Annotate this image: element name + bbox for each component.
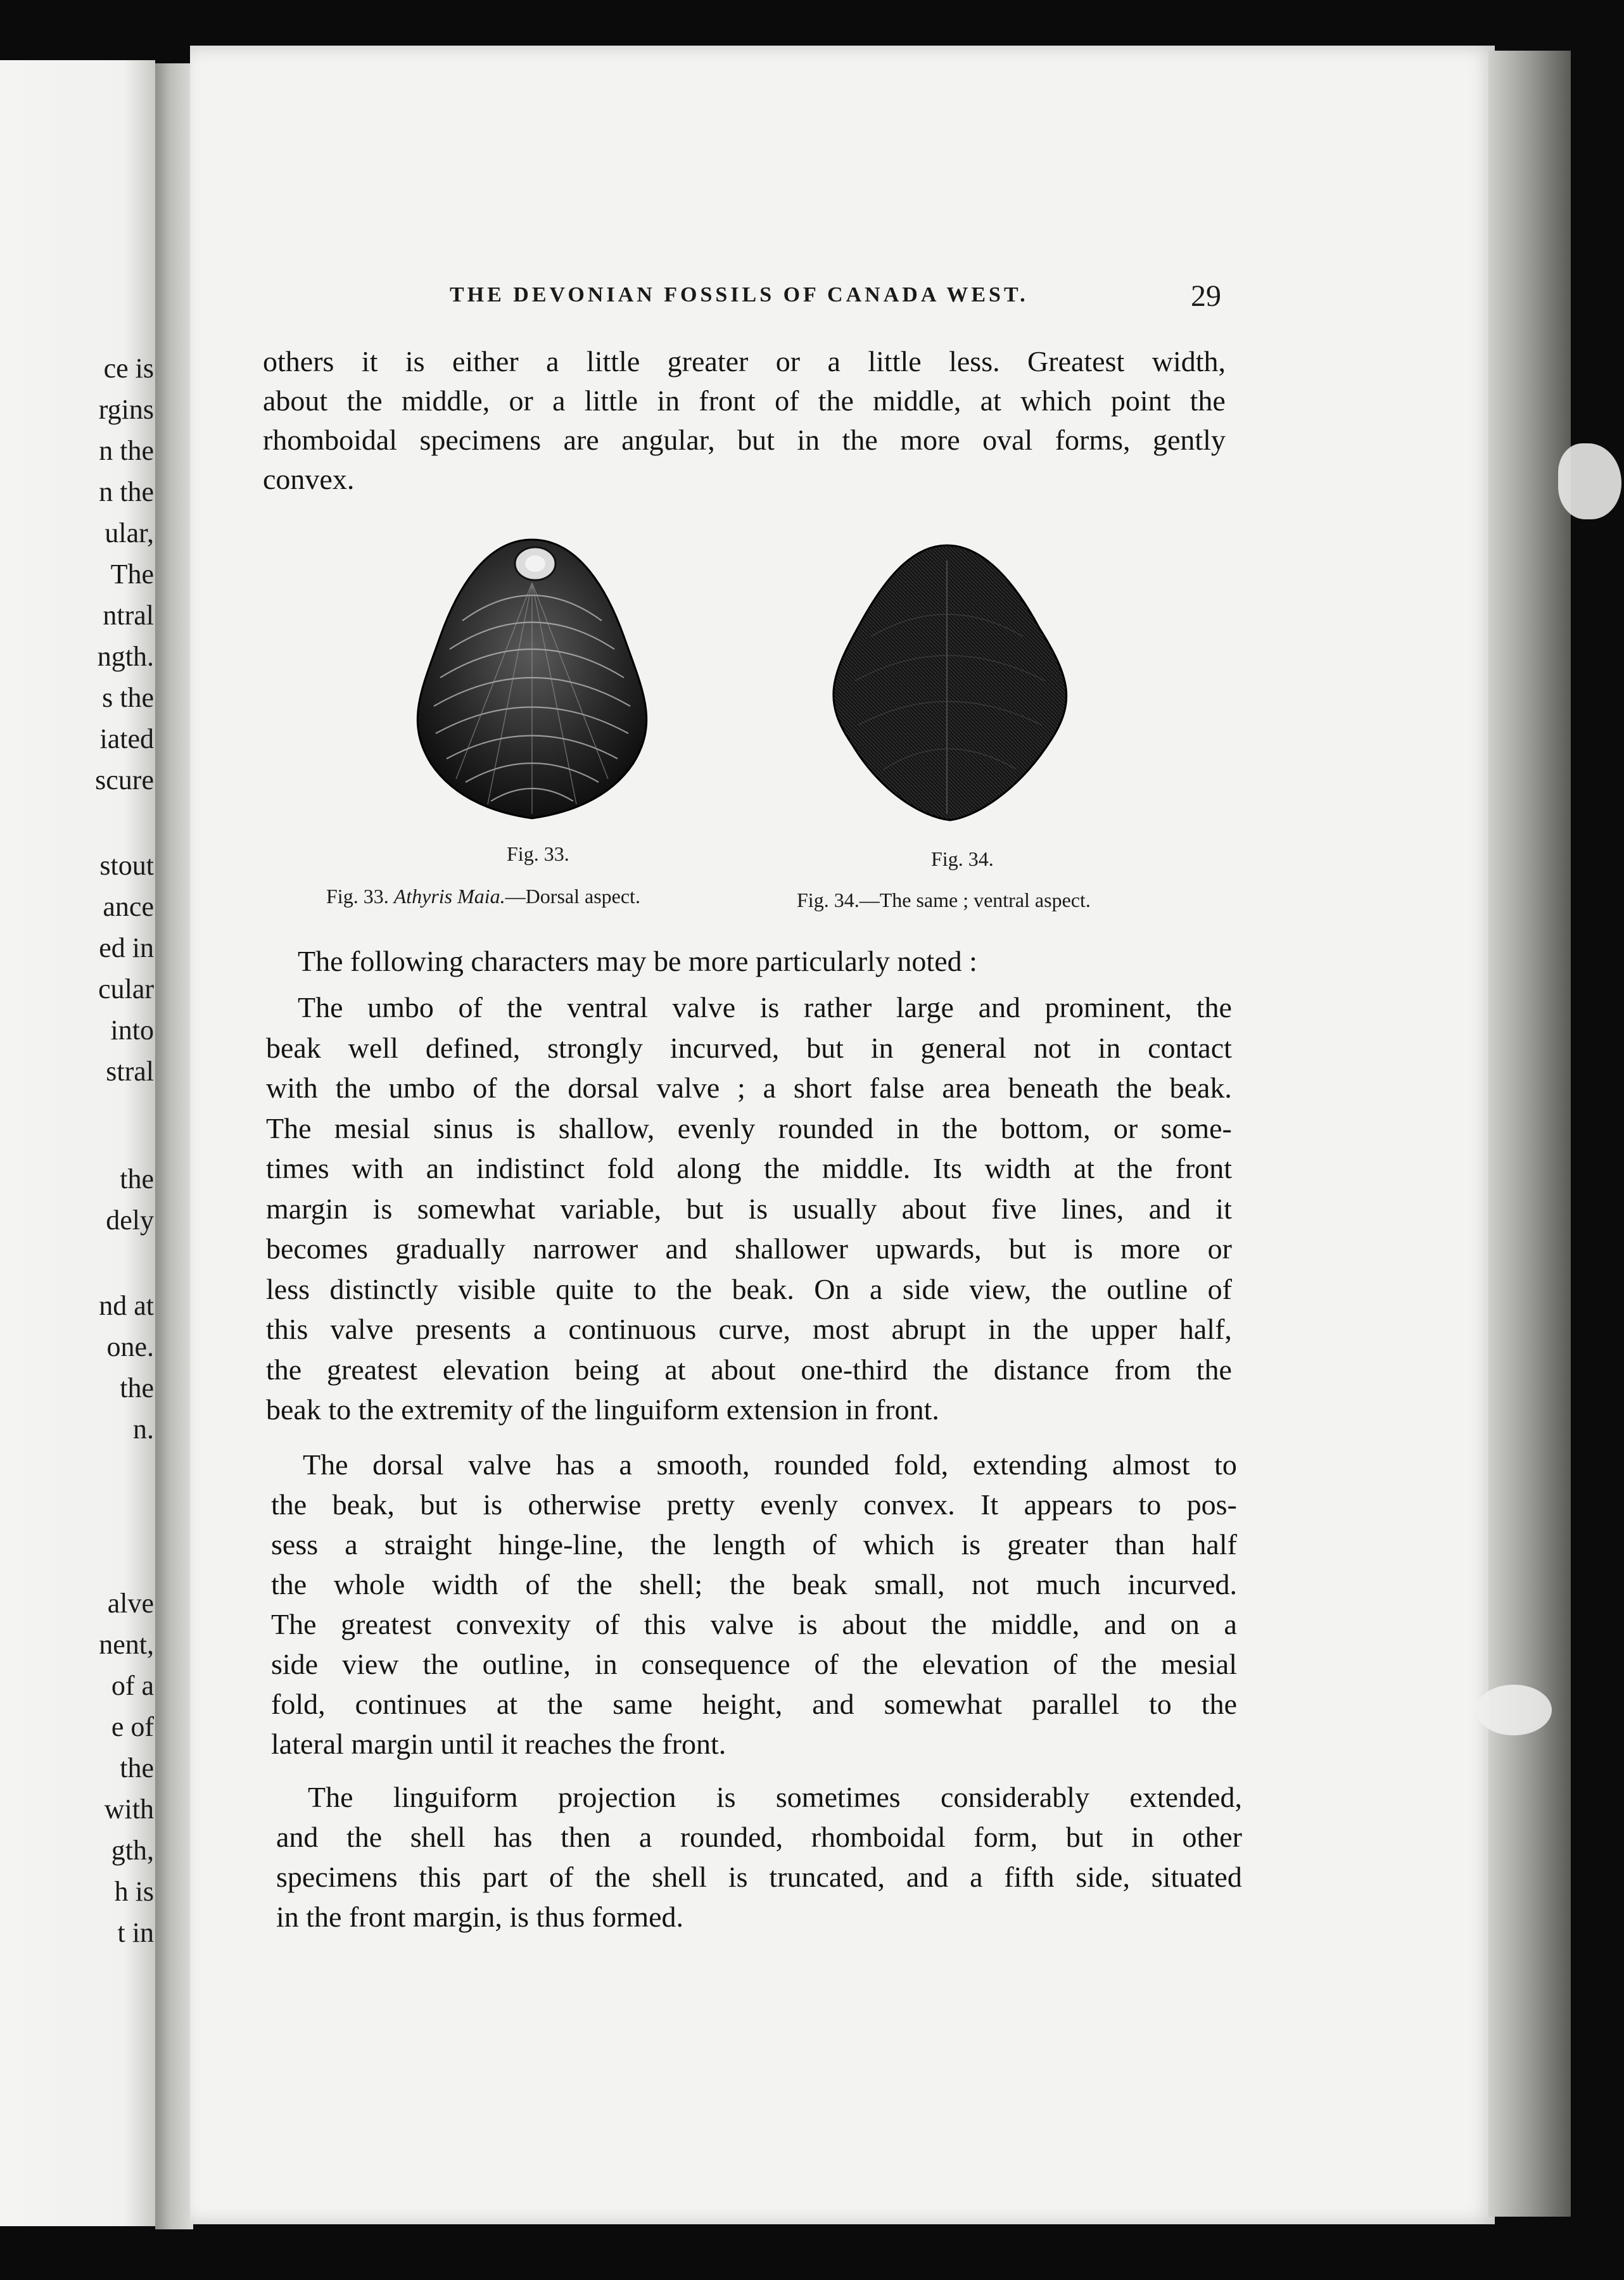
left-page-text-fragment: e of — [111, 1711, 154, 1742]
page-number: 29 — [1191, 279, 1221, 313]
paragraph-1-line: rhomboidal specimens are angular, but in the more oval forms, gently — [263, 424, 1226, 456]
paragraph-3-line: margin is somewhat variable, but is usually about five lines, and it — [266, 1192, 1232, 1225]
left-page-text-fragment: one. — [106, 1331, 154, 1362]
paragraph-2-line: The following characters may be more particularly noted : — [298, 945, 977, 977]
paragraph-1-line: convex. — [263, 463, 355, 495]
left-page-text-fragment: ular, — [105, 517, 154, 548]
paragraph-4-line: the whole width of the shell; the beak small, not much incurved. — [271, 1568, 1237, 1600]
left-page-text-fragment: dely — [106, 1205, 154, 1236]
left-page-text-fragment: s the — [102, 682, 154, 713]
fig34-label: Fig. 34. — [931, 847, 994, 870]
fig33-label: Fig. 33. — [507, 842, 569, 865]
paragraph-3-line: with the umbo of the dorsal valve ; a short false area beneath the beak. — [266, 1072, 1232, 1104]
paragraph-5-line: specimens this part of the shell is truncated, and a fifth side, situated — [276, 1861, 1242, 1893]
paragraph-4-line: fold, continues at the same height, and somewhat parallel to the — [271, 1688, 1237, 1720]
left-page-text-fragment: ed in — [99, 932, 154, 963]
paragraph-3-line: beak to the extremity of the linguiform extension in front. — [266, 1393, 939, 1426]
left-page-text-fragment: h is — [114, 1876, 154, 1907]
left-page-text-fragment: ce is — [103, 353, 154, 384]
paragraph-1-line: others it is either a little greater or a little less. Greatest width, — [263, 345, 1226, 377]
left-page-text-fragment: n the — [99, 435, 154, 466]
fig33-caption-prefix: Fig. 33. — [326, 885, 389, 908]
paragraph-3-line: beak well defined, strongly incurved, but in general not in contact — [266, 1031, 1232, 1064]
paragraph-1-line: about the middle, or a little in front of the middle, at which point the — [263, 384, 1226, 417]
paragraph-3-line: becomes gradually narrower and shallower upwards, but is more or — [266, 1232, 1232, 1265]
paragraph-3-line: this valve presents a continuous curve, most abrupt in the upper half, — [266, 1313, 1232, 1345]
paragraph-3-line: The mesial sinus is shallow, evenly rounded in the bottom, or some- — [266, 1112, 1232, 1144]
left-page-text-fragment: nd at — [99, 1290, 154, 1321]
left-page-text-fragment: n. — [133, 1414, 154, 1445]
left-page-text-fragment: the — [120, 1752, 154, 1783]
left-page-text-fragment: The — [110, 559, 154, 590]
left-page-text-fragment: cular — [98, 973, 154, 1004]
fig34-shell-illustration — [827, 542, 1074, 823]
left-page-text-fragment: stout — [99, 850, 154, 881]
left-page-text-fragment: with — [104, 1794, 154, 1825]
left-page-text-fragment: gth, — [111, 1835, 154, 1866]
fig33-caption — [326, 885, 640, 908]
fig34-caption: Fig. 34.—The same ; ventral aspect. — [797, 889, 1091, 911]
paragraph-4-line: side view the outline, in consequence of the elevation of the mesial — [271, 1648, 1237, 1680]
paragraph-3-line: The umbo of the ventral valve is rather large and prominent, the — [298, 991, 1232, 1023]
left-page-text-fragment: scure — [95, 764, 154, 795]
left-page-text-fragment: ngth. — [97, 641, 154, 672]
left-page-text-fragment: the — [120, 1163, 154, 1194]
paragraph-5-line: The linguiform projection is sometimes considerably extended, — [308, 1781, 1242, 1813]
paragraph-5-line: in the front margin, is thus formed. — [276, 1901, 684, 1933]
paragraph-4-line: The dorsal valve has a smooth, rounded fold, extending almost to — [303, 1448, 1237, 1481]
paragraph-4-line: The greatest convexity of this valve is about the middle, and on a — [271, 1608, 1237, 1640]
left-page-text-fragment: rgins — [98, 394, 154, 425]
left-page-text-fragment: ntral — [103, 600, 154, 631]
left-page-text-fragment: ance — [103, 891, 154, 922]
left-page-text-fragment: nent, — [99, 1629, 154, 1660]
paragraph-3-line: less distinctly visible quite to the beak. On a side view, the outline of — [266, 1272, 1232, 1305]
fig33-caption-species: Athyris Maia. — [393, 885, 505, 908]
fig33-caption-suffix: —Dorsal aspect. — [505, 885, 640, 908]
paragraph-5-line: and the shell has then a rounded, rhomboidal form, but in other — [276, 1821, 1242, 1853]
paragraph-4-line: sess a straight hinge-line, the length of which is greater than half — [271, 1528, 1237, 1561]
paragraph-3-line: times with an indistinct fold along the middle. Its width at the front — [266, 1152, 1232, 1184]
left-page-text-fragment: t in — [117, 1917, 154, 1948]
left-page-text-fragment: iated — [99, 723, 154, 754]
left-page-text-fragment: of a — [111, 1670, 154, 1701]
left-page-text-fragment: the — [120, 1372, 154, 1403]
left-page-text-fragment: into — [110, 1015, 154, 1046]
paragraph-4-line: the beak, but is otherwise pretty evenly convex. It appears to pos- — [271, 1488, 1237, 1521]
left-page-text-fragment: n the — [99, 476, 154, 507]
left-page-text-fragment: alve — [107, 1588, 154, 1619]
running-head: THE DEVONIAN FOSSILS OF CANADA WEST. — [450, 283, 1029, 307]
fig33-shell-illustration — [405, 532, 659, 823]
left-page-text-fragment: stral — [106, 1056, 154, 1087]
paragraph-4-line: lateral margin until it reaches the front. — [271, 1728, 726, 1760]
paragraph-3-line: the greatest elevation being at about one-third the distance from the — [266, 1353, 1232, 1386]
